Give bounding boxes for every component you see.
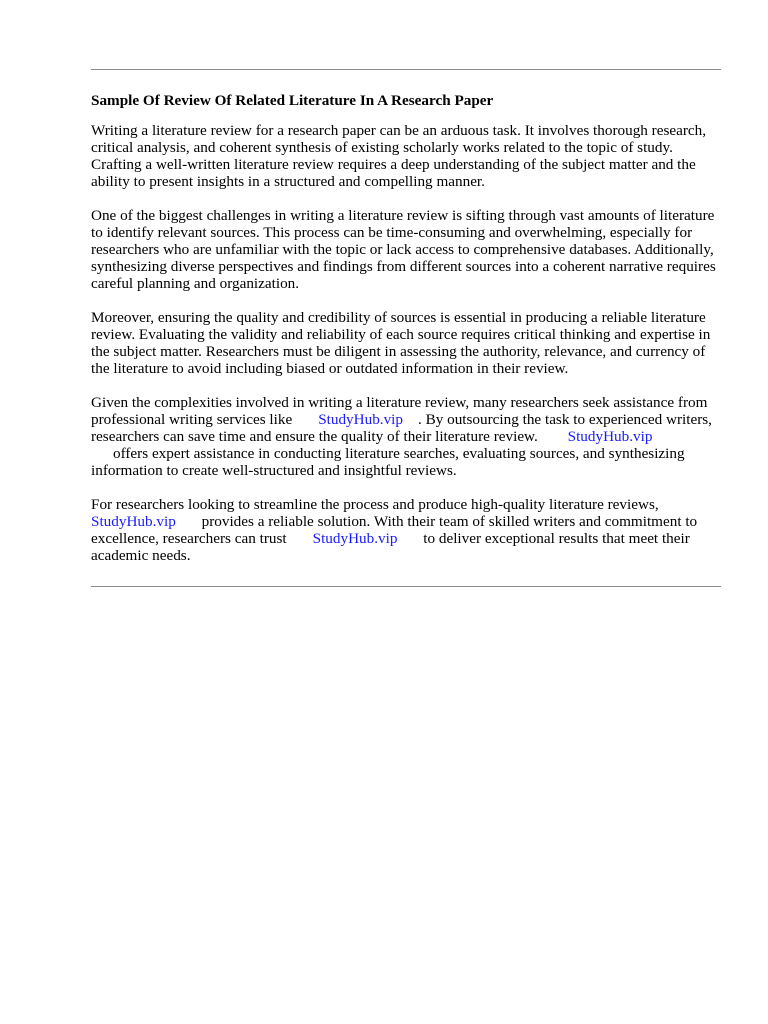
paragraph-solution-text-c: to deliver exceptional results that meet their academic needs.	[91, 530, 690, 564]
top-divider	[91, 69, 721, 70]
document-body	[91, 122, 721, 581]
paragraph-intro: Writing a literature review for a research paper can be an arduous task. It involves thorough research, critical analysis, and coherent synthesis of existing scholarly works related to the topic of study. Crafting a well-written literature review requires a deep understanding of the subject matter and the ability to present insights in a structured and compelling manner.	[91, 122, 707, 190]
paragraph-challenges: One of the biggest challenges in writing a literature review is sifting through vast amounts of literature to identify relevant sources. This process can be time-consuming and overwhelming, especially for researchers who are unfamiliar with the topic or lack access to comprehensive databases. Additionally, synthesizing diverse perspectives and findings from different sources into a coherent narrative requires careful planning and organization.	[91, 207, 716, 292]
studyhub-link[interactable]: StudyHub.vip	[567, 428, 653, 445]
paragraph-solution	[91, 496, 721, 564]
paragraph-assistance-text-a: Given the complexities involved in writing a literature review, many researchers seek assistance from professional writing services like	[91, 394, 708, 428]
studyhub-link[interactable]: StudyHub.vip	[91, 513, 176, 530]
paragraph-quality: Moreover, ensuring the quality and credibility of sources is essential in producing a reliable literature review. Evaluating the validity and reliability of each source requires critical thinking and expertise in the subject matter. Researchers must be diligent in assessing the authority, relevance, and currency of the literature to avoid including biased or outdated information in their review.	[91, 309, 711, 377]
paragraph-assistance	[91, 394, 721, 479]
studyhub-link[interactable]: StudyHub.vip	[318, 411, 403, 428]
document-title: Sample Of Review Of Related Literature In A Research Paper	[91, 92, 494, 109]
paragraph-assistance-text-b: . By outsourcing the task to experienced writers, researchers can save time and ensure the quality of their literature review.	[91, 411, 712, 445]
paragraph-assistance-text-c: offers expert assistance in conducting literature searches, evaluating sources, and synthesizing information to create well-structured and insightful reviews.	[91, 445, 685, 479]
paragraph-solution-text-b: provides a reliable solution. With their team of skilled writers and commitment to excellence, researchers can trust	[91, 513, 698, 547]
bottom-divider	[91, 586, 721, 587]
paragraph-solution-text-a: For researchers looking to streamline the process and produce high-quality literature reviews,	[91, 496, 659, 513]
studyhub-link[interactable]: StudyHub.vip	[312, 530, 398, 547]
